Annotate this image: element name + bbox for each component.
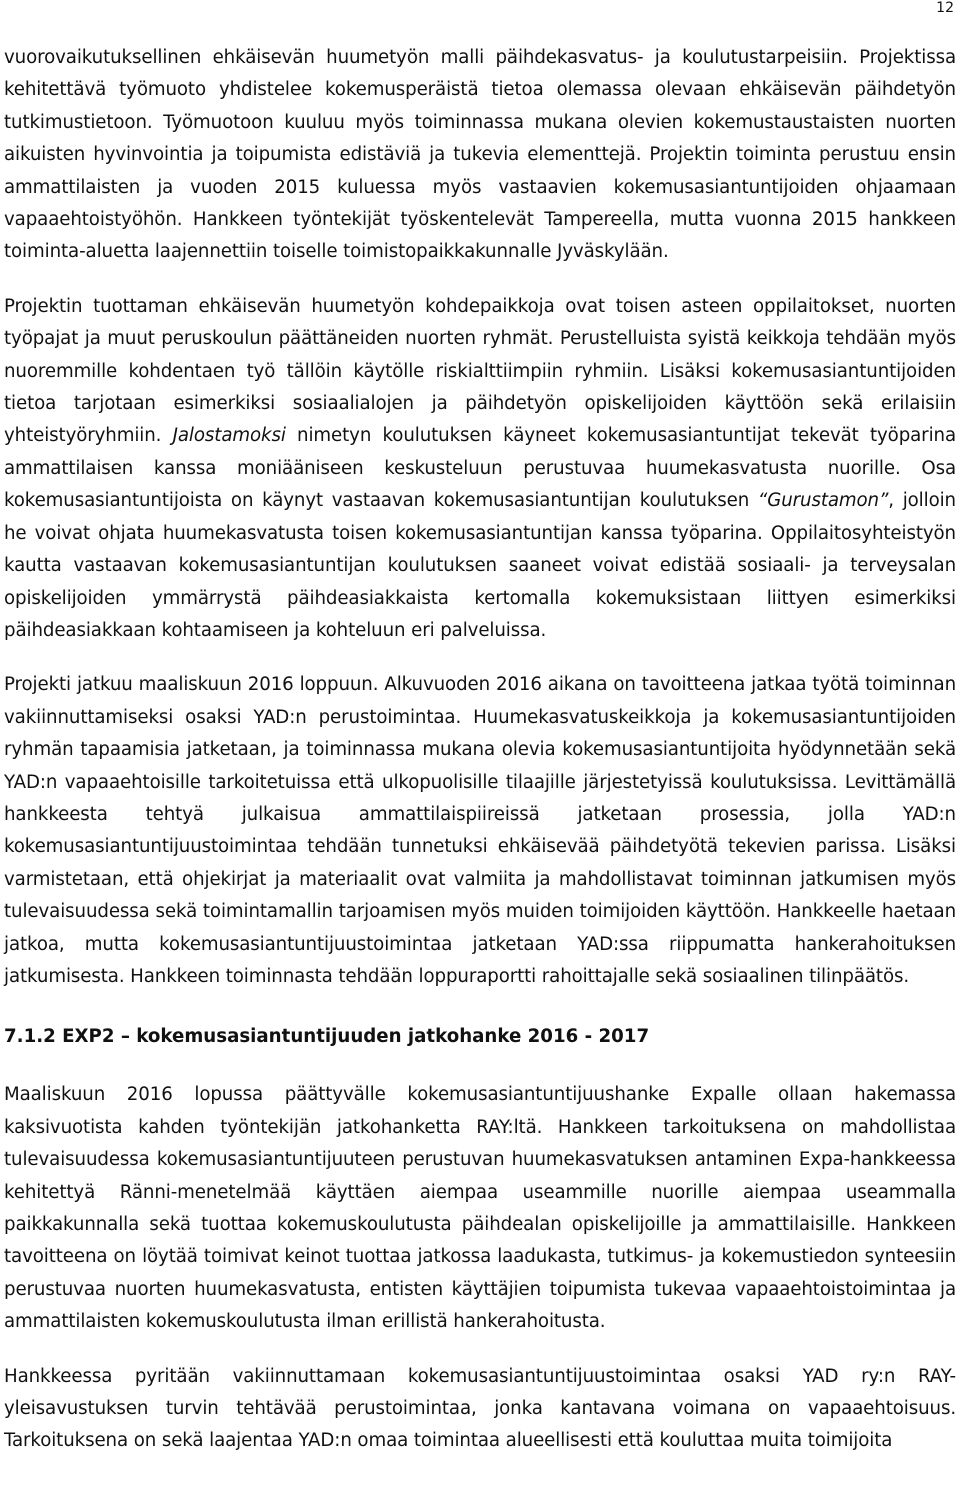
section-paragraph-2 <box>4 1361 956 1458</box>
section-heading: 7.1.2 EXP2 – kokemusasiantuntijuuden jatkohanke 2016 - 2017 <box>4 1026 650 1048</box>
page-number: 12 <box>936 0 954 16</box>
paragraph-2 <box>4 291 956 647</box>
paragraph-2-text-a: Projektin tuottaman ehkäisevän huumetyön kohdepaikkoja ovat toisen asteen oppilaitokset, nuorten työpajat ja muut peruskoulun päättäneiden nuorten ryhmät. Perustelluista syistä keikkoja tehdään myös nuoremmille kohdentaen työ tällöin käytölle riskialttiimpiin ryhmiin. Lisäksi kokemusasiantuntijoiden tietoa tarjotaan esimerkiksi sosiaalialojen ja päihdetyön opiskelijoiden käyttöön sekä erilaisiin yhteistyöryhmiin. <box>4 295 956 447</box>
paragraph-1 <box>4 42 956 269</box>
paragraph-2-italic-jalostamoksi: Jalostamoksi <box>172 425 286 447</box>
document-body <box>4 42 956 1458</box>
paragraph-3-text: Projekti jatkuu maaliskuun 2016 loppuun. Alkuvuoden 2016 aikana on tavoitteena jatkaa työtä toiminnan vakiinnuttamiseksi osaksi YAD:n perustoimintaa. Huumekasvatuskeikkoja ja kokemusasiantuntijoiden ryhmän tapaamisia jatketaan, ja toiminnassa mukana olevia kokemusasiantuntijoita hyödynnetään sekä YAD:n vapaaehtoisille tarkoitetuissa että ulkopuolisille tilaajille järjestetyissä koulutuksissa. Levittämällä hankkeesta tehtyä julkaisua ammattilaispiireissä jatketaan prosessia, jolla YAD:n kokemusasiantuntijuustoimintaa tehdään tunnetuksi ehkäisevää päihdetyötä tekevien parissa. Lisäksi varmistetaan, että ohjekirjat ja materiaalit ovat valmiita ja mahdollistavat toiminnan jatkumisen myös tulevaisuudessa sekä toimintamallin tarjoamisen myös muiden toimijoiden käyttöön. Hankkeelle haetaan jatkoa, mutta kokemusasiantuntijuustoimintaa jatketaan YAD:ssa riippumatta hankerahoituksen jatkumisesta. Hankkeen toiminnasta tehdään loppuraportti rahoittajalle sekä sosiaalinen tilinpäätös. <box>4 674 956 987</box>
paragraph-1-text: vuorovaikutuksellinen ehkäisevän huumetyön malli päihdekasvatus- ja koulutustarpeisiin. Projektissa kehitettävä työmuoto yhdistelee kokemusperäistä tietoa olemassa olevaan ehkäisevän päihdetyön tutkimustietoon. Työmuotoon kuuluu myös toiminnassa mukana olevien kokemustaustaisten nuorten aikuisten hyvinvointia ja toipumista edistäviä ja tukevia elementtejä. Projektin toiminta perustuu ensin ammattilaisten ja vuoden 2015 kuluessa myös vastaavien kokemusasiantuntijoiden ohjaamaan vapaaehtoistyöhön. Hankkeen työntekijät työskentelevät Tampereella, mutta vuonna 2015 hankkeen toiminta-aluetta laajennettiin toiselle toimistopaikkakunnalle Jyväskylään. <box>4 47 956 263</box>
paragraph-2-text-b: nimetyn koulutuksen käyneet kokemusasiantuntijat tekevät työparina ammattilaisen kanssa moniääniseen keskusteluun perustuvaa huumekasvatusta nuorille. Osa kokemusasiantuntijoista on käynyt vastaavan kokemusasiantuntijan koulutuksen <box>4 425 956 512</box>
paragraph-2-italic-gurustamon: “Gurustamon” <box>757 490 889 512</box>
paragraph-3 <box>4 669 956 993</box>
section-paragraph-2-text: Hankkeessa pyritään vakiinnuttamaan kokemusasiantuntijuustoimintaa osaksi YAD ry:n RAY-yleisavustuksen turvin tehtävää perustoimintaa, jonka kantavana voimana on vapaaehtoisuus. Tarkoituksena on sekä laajentaa YAD:n omaa toimintaa alueellisesti että kouluttaa muita toimijoita <box>4 1365 956 1452</box>
paragraph-2-text-c: , jolloin he voivat ohjata huumekasvatusta toisen kokemusasiantuntijan kanssa työparina. Oppilaitosyhteistyön kautta vastaavan kokemusasiantuntijan koulutuksen saaneet voivat edistää sosiaali- ja terveysalan opiskelijoiden ymmärrystä päihdeasiakkaista kertomalla kokemuksistaan liittyen esimerkiksi päihdeasiakkaan kohtaamiseen ja kohteluun eri palveluissa. <box>4 490 956 641</box>
section-paragraph-1 <box>4 1079 956 1338</box>
section-paragraph-1-text: Maaliskuun 2016 lopussa päättyvälle kokemusasiantuntijuushanke Expalle ollaan hakemassa kaksivuotista kahden työntekijän jatkohanketta RAY:ltä. Hankkeen tarkoituksena on mahdollistaa tulevaisuudessa kokemusasiantuntijuuteen perustuvan huumekasvatuksen antaminen Expa-hankkeessa kehitettyä Ränni-menetelmää käyttäen aiempaa useammille nuorille aiempaa useammalla paikkakunnalla sekä tuottaa kokemuskoulutusta päihdealan opiskelijoille ja ammattilaisille. Hankkeen tavoitteena on löytää toimivat keinot tuottaa jatkossa laadukasta, tutkimus- ja kokemustiedon synteesiin perustuvaa nuorten huumekasvatusta, entisten käyttäjien toipumista tukevaa vapaaehtoistoimintaa ja ammattilaisten kokemuskoulutusta ilman erillistä hankerahoitusta. <box>4 1084 956 1333</box>
